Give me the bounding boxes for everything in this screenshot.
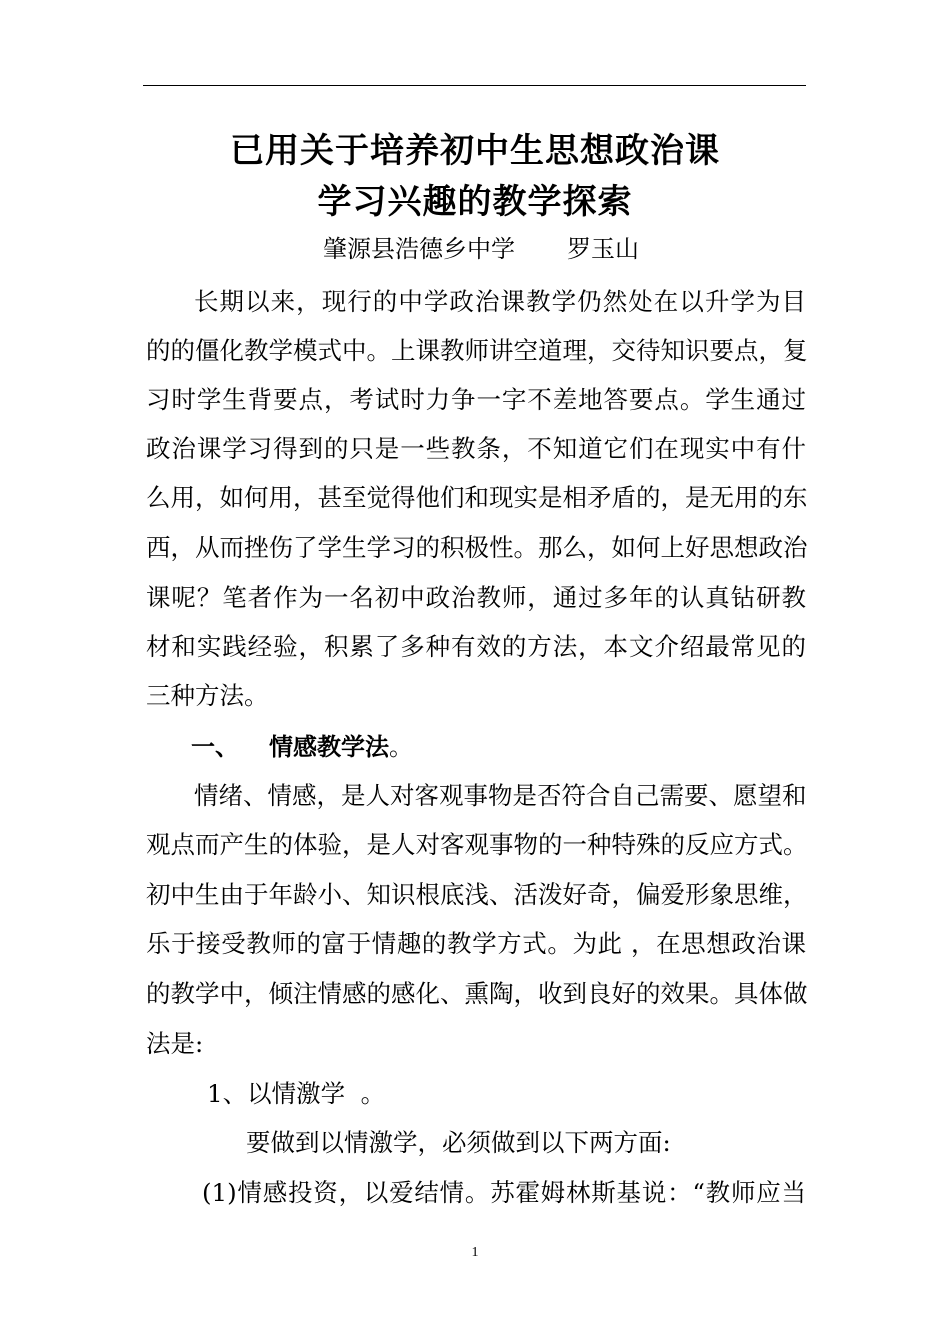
subsection-point: (1)情感投资，以爱结情。苏霍姆林斯基说：“教师应当 — [202, 1178, 806, 1207]
page-number: 1 — [471, 1245, 479, 1260]
section-line: 观点而产生的体验，是人对客观事物的一种特殊的反应方式。 — [146, 830, 808, 859]
header-rule — [143, 85, 806, 86]
document-title-line-1: 已用关于培养初中生思想政治课 — [230, 131, 720, 171]
section-heading — [191, 731, 413, 763]
intro-line: 西，从而挫伤了学生学习的积极性。那么，如何上好思想政治 — [146, 533, 808, 562]
subsection-intro: 要做到以情激学，必须做到以下两方面: — [246, 1128, 671, 1157]
intro-line: 长期以来，现行的中学政治课教学仍然处在以升学为目 — [194, 287, 806, 316]
section-line: 初中生由于年龄小、知识根底浅、活泼好奇，偏爱形象思维， — [146, 880, 808, 909]
document-title-line-2: 学习兴趣的教学探索 — [317, 182, 633, 222]
intro-line: 课呢？笔者作为一名初中政治教师，通过多年的认真钻研教 — [146, 583, 806, 612]
author-school: 肇源县浩德乡中学 — [323, 235, 515, 263]
section-title: 情感教学法 — [269, 733, 389, 761]
section-line: 情绪、情感，是人对客观事物是否符合自己需要、愿望和 — [194, 781, 807, 810]
author-line — [323, 233, 639, 265]
intro-line: 么用，如何用，甚至觉得他们和现实是相矛盾的，是无用的东 — [146, 483, 808, 512]
section-line: 法是: — [146, 1029, 204, 1058]
subsection-heading: 1、以情激学 。 — [207, 1079, 386, 1108]
intro-line: 的的僵化教学模式中。上课教师讲空道理，交待知识要点，复 — [146, 336, 808, 365]
section-title-end: 。 — [389, 733, 413, 761]
intro-line: 政治课学习得到的只是一些教条，不知道它们在现实中有什 — [146, 434, 806, 463]
section-line: 乐于接受教师的富于情趣的教学方式。为此 ，在思想政治课 — [146, 929, 806, 958]
intro-line: 材和实践经验，积累了多种有效的方法，本文介绍最常见的 — [146, 632, 806, 661]
author-name: 罗玉山 — [567, 235, 639, 263]
section-number: 一、 — [191, 733, 239, 761]
intro-line: 三种方法。 — [146, 681, 269, 710]
section-line: 的教学中，倾注情感的感化、熏陶，收到良好的效果。具体做 — [146, 979, 808, 1008]
intro-line: 习时学生背要点，考试时力争一字不差地答要点。学生通过 — [146, 385, 806, 414]
